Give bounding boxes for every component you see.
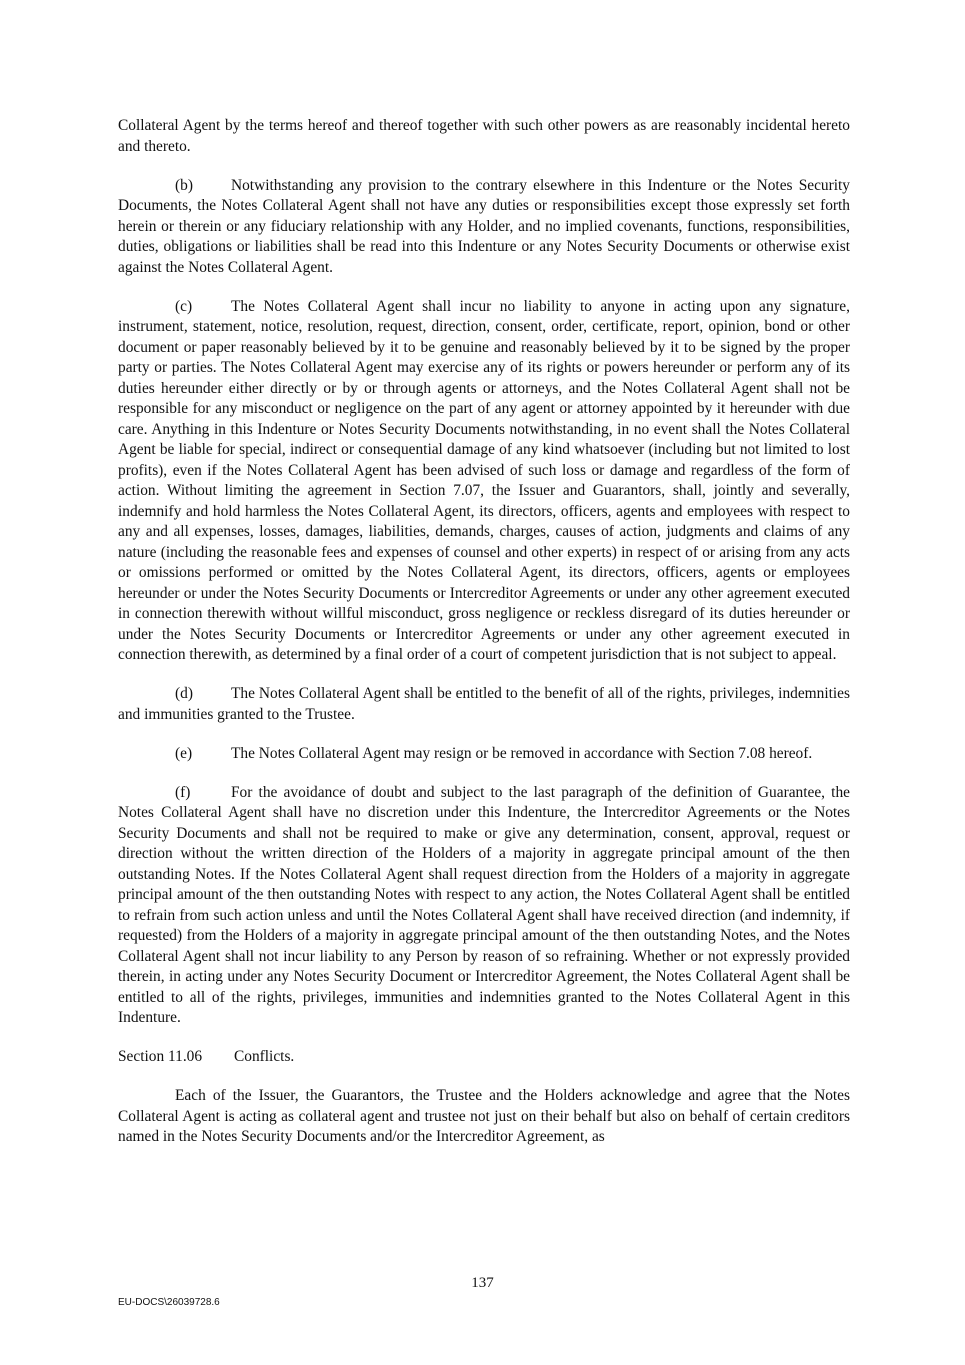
- section-number: Section 11.06: [118, 1048, 203, 1065]
- paragraph-label: (e): [175, 744, 193, 762]
- paragraph-text: Each of the Issuer, the Guarantors, the Trustee and the Holders acknowledge and agree that the Notes Collateral Agent is acting as collateral agent and trustee not just on their behalf but also on behalf of certain creditors named in the Notes Security Documents and/or the Intercreditor Agreement, as: [118, 1087, 850, 1145]
- paragraph-text: The Notes Collateral Agent may resign or be removed in accordance with Section 7.08 hereof.: [231, 744, 813, 762]
- paragraph-text: Collateral Agent by the terms hereof and thereof together with such other powers as are reasonably incidental hereto and thereto.: [118, 117, 850, 155]
- paragraph-text: The Notes Collateral Agent shall be entitled to the benefit of all of the rights, privileges, indemnities and immunities granted to the Trustee.: [118, 685, 850, 723]
- section-title: Conflicts.: [234, 1048, 295, 1065]
- paragraph-label: (b): [175, 176, 193, 194]
- document-id: EU-DOCS\26039728.6: [118, 1297, 220, 1308]
- paragraph-c: [118, 297, 850, 666]
- paragraph-conflicts: [118, 1086, 850, 1148]
- paragraph-label: (d): [175, 685, 193, 702]
- paragraph-text: The Notes Collateral Agent shall incur no liability to anyone in acting upon any signature, instrument, statement, notice, resolution, request, direction, consent, order, certificate, report, opinion, bond or other document or paper reasonably believed by it to be genuine and reasonably believed by it to be signed by the proper party or parties. The Notes Collateral Agent may exercise any of its rights or powers hereunder or perform any of its duties hereunder either directly or by or through agents or attorneys, and the Notes Collateral Agent shall not be responsible for any misconduct or negligence on the part of any agent or attorney appointed by it hereunder with due care. Anything in this Indenture or Notes Security Documents notwithstanding, in no event shall the Notes Collateral Agent be liable for special, indirect or consequential damage of any kind whatsoever (including but not limited to lost profits), even if the Notes Collateral Agent has been advised of such loss or damage and regardless of the form of action. Without limiting the agreement in Section 7.07, the Issuer and Guarantors, shall, jointly and severally, indemnify and hold harmless the Notes Collateral Agent, its directors, officers, agents and employees with respect to any and all expenses, losses, damages, liabilities, demands, charges, causes of action, judgments and claims of any nature (including the reasonable fees and expenses of counsel and other experts) in respect of or arising from any acts or omissions performed or omitted by the Notes Collateral Agent, its directors, officers, agents or employees hereunder or under the Notes Security Documents or Intercreditor Agreements or under any other agreement executed in connection therewith without willful misconduct, gross negligence or reckless disregard of its duties hereunder or under the Notes Security Documents or Intercreditor Agreements or under any other agreement executed in connection therewith, as determined by a final order of a court of competent jurisdiction that is not subject to appeal.: [118, 297, 850, 663]
- paragraph-continuation: [118, 116, 850, 157]
- body-text: [118, 116, 850, 1166]
- paragraph-d: [118, 684, 850, 725]
- page-number: 137: [471, 1275, 494, 1291]
- paragraph-b: [118, 176, 850, 279]
- paragraph-f: [118, 783, 850, 1029]
- section-heading: [118, 1047, 850, 1068]
- paragraph-label: (f): [175, 783, 191, 801]
- paragraph-text: Notwithstanding any provision to the contrary elsewhere in this Indenture or the Notes Security Documents, the Notes Collateral Agent shall not have any duties or responsibilities except those expressly set forth herein or therein or any fiduciary relationship with any Holder, and no implied covenants, functions, responsibilities, duties, obligations or liabilities shall be read into this Indenture or any Notes Security Documents or otherwise exist against the Notes Collateral Agent.: [118, 176, 850, 276]
- paragraph-label: (c): [175, 297, 193, 315]
- paragraph-text: For the avoidance of doubt and subject to the last paragraph of the definition of Guarantee, the Notes Collateral Agent shall have no discretion under this Indenture, the Intercreditor Agreements or the Notes Security Documents and shall not be required to make or give any determination, consent, approval, request or direction without the written direction of the Holders of a majority in aggregate principal amount of the then outstanding Notes. If the Notes Collateral Agent shall request direction from the Holders of a majority in aggregate principal amount of the then outstanding Notes with respect to any action, the Notes Collateral Agent shall be entitled to refrain from such action unless and until the Notes Collateral Agent shall have received direction (and indemnity, if requested) from the Holders of a majority in aggregate principal amount of the then outstanding Notes, and the Notes Collateral Agent shall not incur liability to any Person by reason of so refraining. Whether or not expressly provided therein, in acting under any Notes Security Document or Intercreditor Agreement, the Notes Collateral Agent shall be entitled to all of the rights, privileges, immunities and indemnities granted to the Notes Collateral Agent in this Indenture.: [118, 783, 850, 1026]
- paragraph-e: [118, 744, 850, 765]
